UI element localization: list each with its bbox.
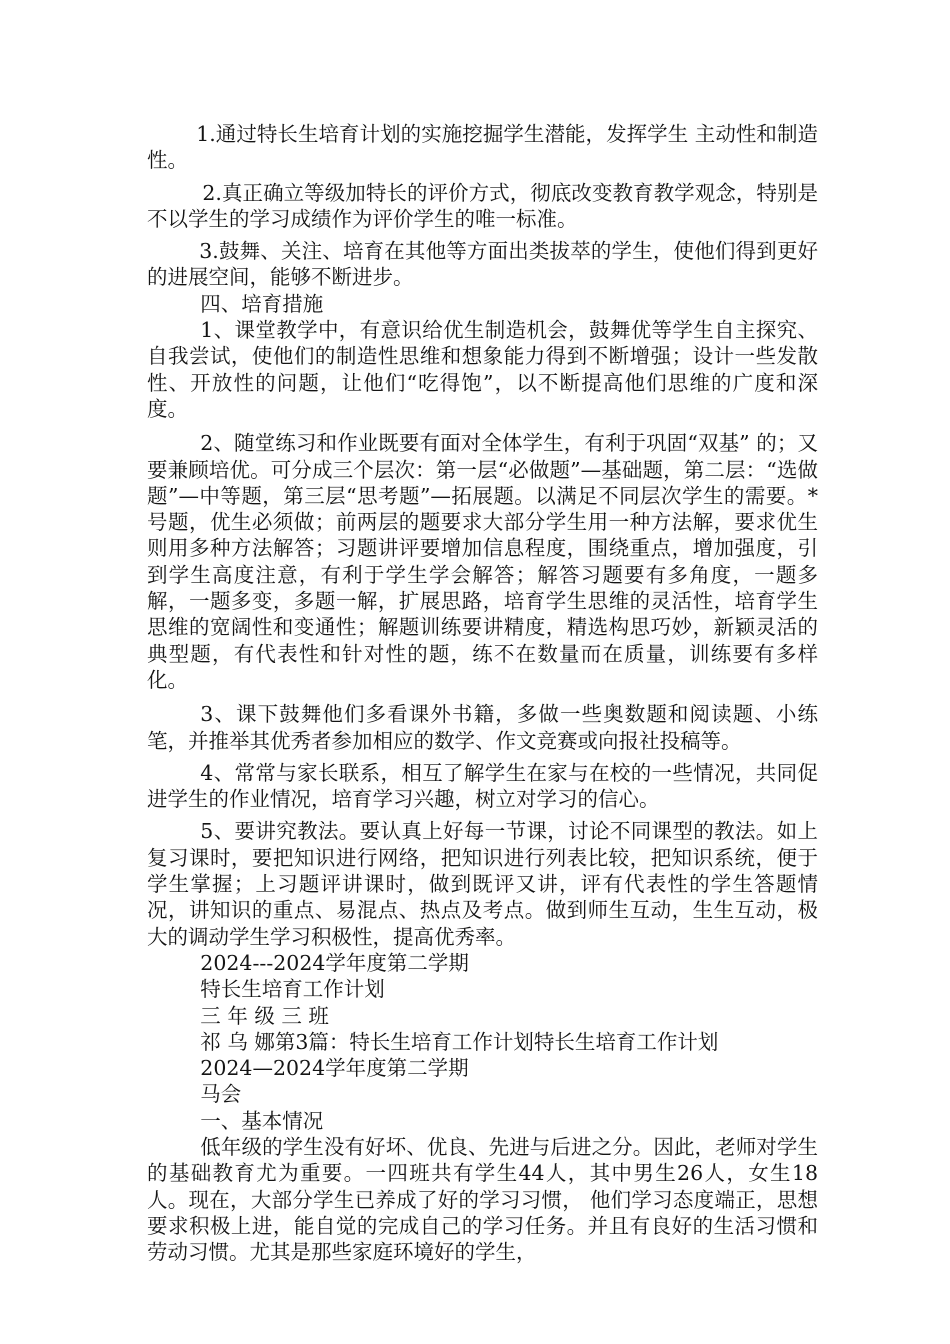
paragraph-measure-5: 5、要讲究教法。要认真上好每一节课，讨论不同课型的教法。如上复习课时，要把知识进行网络，把知识进行列表比较，把知识系统，便于学生掌握；上习题评讲课时，做到既评又讲，评有代表性的学生答题情况，讲知识的重点、易混点、热点及考点。做到师生互动，生生互动，极大的调动学生学习积极性，提高优秀率。 (147, 819, 818, 949)
paragraph-goal-1: 1.通过特长生培育计划的实施挖掘学生潜能，发挥学生 主动性和制造性。 (147, 122, 818, 173)
line-class: 三 年 级 三 班 (200, 1003, 329, 1028)
paragraph-measure-1: 1、课堂教学中，有意识给优生制造机会，鼓舞优等学生自主探究、自我尝试，使他们的制造性思维和想象能力得到不断增强；设计一些发散性、开放性的问题，让他们“吃得饱”，以不断提高他们思维的广度和深度。 (147, 318, 818, 421)
paragraph-measure-2: 2、随堂练习和作业既要有面对全体学生，有利于巩固“双基” 的；又要兼顾培优。可分成三个层次：第一层“必做题”—基础题，第二层：“选做题”—中等题，第三层“思考题”—拓展题。以满足不同层次学生的需要。*号题，优生必须做；前两层的题要求大部分学生用一种方法解，要求优生则用多种方法解答；习题讲评要增加信息程度，围绕重点，增加强度，引到学生高度注意，有利于学生学会解答；解答习题要有多角度，一题多解，一题多变，多题一解，扩展思路，培育学生思维的灵活性，培育学生思维的宽阔性和变通性；解题训练要讲精度，精选构思巧妙，新颖灵活的典型题，有代表性和针对性的题，练不在数量而在质量，训练要有多样化。 (147, 431, 818, 692)
section-heading-measures: 四、培育措施 (200, 291, 324, 316)
line-school-term-2: 2024—2024学年度第二学期 (200, 1056, 469, 1081)
line-author-2: 马会 (200, 1082, 242, 1107)
paragraph-goal-2: 2.真正确立等级加特长的评价方式，彻底改变教育教学观念，特别是不以学生的学习成绩作为评价学生的唯一标准。 (147, 180, 818, 231)
line-author-section-title: 祁 乌 娜第3篇：特长生培育工作计划特长生培育工作计划 (200, 1029, 719, 1054)
line-school-term: 2024---2024学年度第二学期 (200, 950, 469, 975)
section-heading-basic-info: 一、基本情况 (200, 1108, 324, 1133)
line-plan-title: 特长生培育工作计划 (200, 977, 385, 1002)
paragraph-measure-3: 3、课下鼓舞他们多看课外书籍，多做一些奥数题和阅读题、小练笔，并推举其优秀者参加相应的数学、作文竞赛或向报社投稿等。 (147, 702, 818, 753)
paragraph-measure-4: 4、常常与家长联系，相互了解学生在家与在校的一些情况，共同促进学生的作业情况，培育学习兴趣，树立对学习的信心。 (147, 760, 818, 812)
paragraph-basic-info: 低年级的学生没有好坏、优良、先进与后进之分。因此，老师对学生的基础教育尤为重要。一四班共有学生44人，其中男生26人，女生18人。现在，大部分学生已养成了好的学习习惯， 他们学习态度端正，思想要求积极上进，能自觉的完成自己的学习任务。并且有良好的生活习惯和劳动习惯。尤其是那些家庭环境好的学生， (147, 1134, 818, 1265)
paragraph-goal-3: 3.鼓舞、关注、培育在其他等方面出类拔萃的学生，使他们得到更好的进展空间，能够不断进步。 (147, 239, 818, 290)
